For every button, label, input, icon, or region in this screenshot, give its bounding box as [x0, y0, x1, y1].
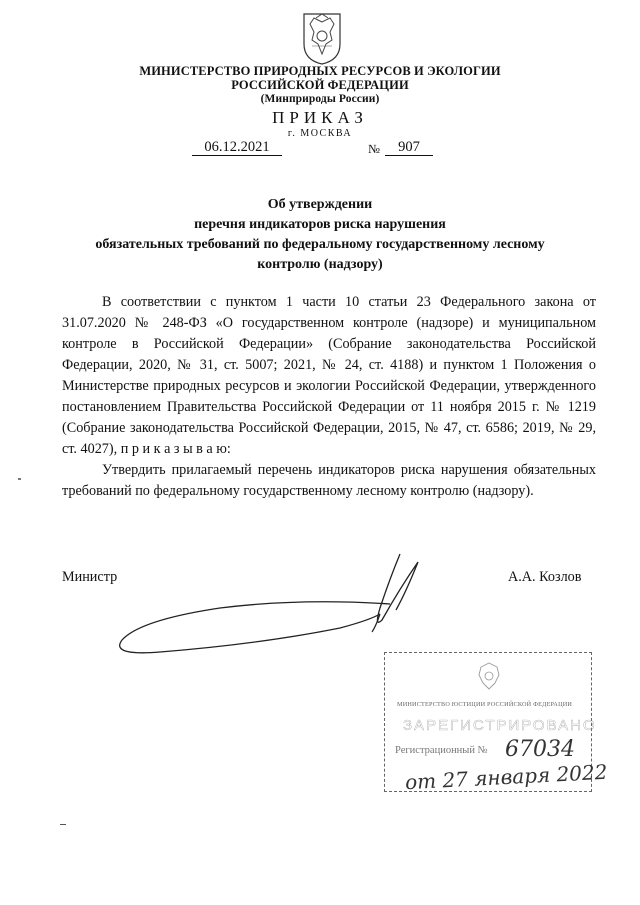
margin-dot [18, 478, 21, 480]
heading-line-1: Об утверждении [267, 197, 373, 212]
heading-line-4: контролю (надзору) [257, 257, 383, 272]
stamp-emblem-icon [469, 659, 509, 693]
stamp-status: ЗАРЕГИСТРИРОВАНО [403, 717, 597, 734]
document-body [62, 292, 596, 502]
order-title: ПРИКАЗ [272, 108, 368, 127]
order-city: г. МОСКВА [287, 128, 353, 139]
order-number-sign: № [368, 142, 380, 156]
order-date: 06.12.2021 [192, 139, 282, 156]
coat-of-arms-emblem [300, 10, 344, 66]
ministry-abbreviation: (Минприроды России) [260, 93, 380, 105]
body-paragraph-2: Утвердить прилагаемый перечень индикаторов риска нарушения обязательных требований по федеральному государственному лесному контролю (надзору). [62, 462, 596, 499]
registration-stamp [384, 652, 608, 795]
body-paragraph-1: В соответствии с пунктом 1 части 10 статьи 23 Федерального закона от 31.07.2020 № 248-ФЗ «О государственном контроле (надзоре) и муниципальном контроле в Российской Федерации» (Собрание законодательства Российской Федерации, 2020, № 31, ст. 5007; 2021, № 24, ст. 4188) и пунктом 1 Положения о Министерстве природных ресурсов и экологии Российской Федерации, утвержденного постановлением Правительства Российской Федерации от 11 ноября 2015 г. № 1219 (Собрание законодательства Российской Федерации, 2015, № 47, ст. 6586; 2019, № 29, ст. 4027), п р и к а з ы в а ю: [62, 294, 596, 457]
ministry-name-line1: МИНИСТЕРСТВО ПРИРОДНЫХ РЕСУРСОВ И ЭКОЛОГИИ [139, 64, 501, 78]
signer-name: А.А. Козлов [508, 569, 582, 585]
heading-line-2: перечня индикаторов риска нарушения [194, 217, 446, 232]
stamp-registration-label: Регистрационный № [395, 745, 488, 756]
ministry-name-line2: РОССИЙСКОЙ ФЕДЕРАЦИИ [231, 78, 409, 92]
handwritten-signature [100, 548, 440, 668]
stamp-registration-date: от 27 января 2022 [404, 759, 608, 795]
margin-mark [60, 824, 66, 825]
heading-line-3: обязательных требований по федеральному государственному лесному [95, 237, 545, 252]
document-heading [0, 195, 640, 275]
order-number: 907 [385, 139, 433, 156]
signer-role: Министр [62, 569, 118, 585]
stamp-ministry: МИНИСТЕРСТВО ЮСТИЦИИ РОССИЙСКОЙ ФЕДЕРАЦИИ [397, 701, 573, 708]
stamp-registration-number: 67034 [505, 737, 575, 762]
